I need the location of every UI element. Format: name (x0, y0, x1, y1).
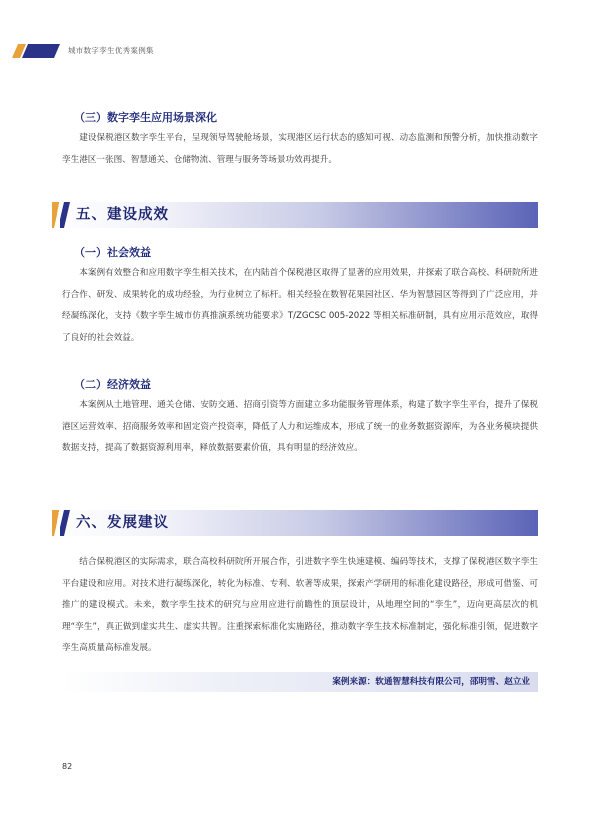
subsection-heading-3: （三）数字孪生应用场景深化 (74, 111, 217, 124)
paragraph-scene: 建设保税港区数字孪生平台，呈现领导驾驶舱场景，实现港区运行状态的感知可视、动态监测和预警分析，加快推动数字孪生港区一张图、智慧通关、仓储物流、管理与服务等场景功效再提升。 (62, 133, 538, 165)
paragraph-social: 本案例有效整合和应用数字孪生相关技术，在内陆首个保税港区取得了显著的应用效果，并探索了联合高校、科研院所进行合作、研发、成果转化的成功经验，为行业树立了标杆。相关经验在数智花果园社区、华为智慧园区等得到了广泛应用，并经凝练深化，支持《数字孪生城市仿真推演系统功能要求》T/ZGCSC 005-2022 等相关标准研制，具有应用示范效应，取得了良好的社会效益。 (62, 268, 538, 343)
doc-title: 城市数字孪生优秀案例集 (68, 46, 154, 55)
paragraph-economic: 本案例从土地管理、通关仓储、安防交通、招商引资等方面建立多功能服务管理体系，构建了数字孪生平台，提升了保税港区运营效率、招商服务效率和固定资产投资率，降低了人力和运维成本，形成了统一的业务数据资源库，为各业务模块提供数据支持，提高了数据资源利用率，释放数据要素价值，具有明显的经济效应。 (62, 400, 538, 453)
case-source: 案例来源：软通智慧科技有限公司，邵明雪、赵立业 (332, 677, 530, 687)
section-banner-five (52, 202, 538, 228)
subsection-heading-economic: （二）经济效益 (74, 378, 151, 391)
section-title-five: 五、建设成效 (76, 207, 169, 223)
subsection-heading-social: （一）社会效益 (74, 246, 151, 259)
logo-bars-icon (12, 44, 60, 58)
paragraph-suggestions: 结合保税港区的实际需求，联合高校科研院所开展合作，引进数字孪生快速建模、编码等技术，支撑了保税港区数字孪生平台建设和应用。对技术进行凝练深化，转化为标准、专利、软著等成果，探索产学研用的标准化建设路径，形成可借鉴、可推广的建设模式。未来，数字孪生技术的研究与应用应进行前瞻性的顶层设计，从地理空间的“孪生”，迈向更高层次的机理“孪生”，真正做到虚实共生、虚实共智。注重探索标准化实施路径，推动数字孪生技术标准制定，强化标准引领，促进数字孪生高质量高标准发展。 (62, 557, 538, 653)
page-header (0, 30, 600, 60)
section-title-six: 六、发展建议 (76, 515, 169, 531)
case-source-bar (62, 672, 538, 692)
section-banner-six (52, 510, 538, 536)
page-number: 82 (62, 762, 73, 771)
